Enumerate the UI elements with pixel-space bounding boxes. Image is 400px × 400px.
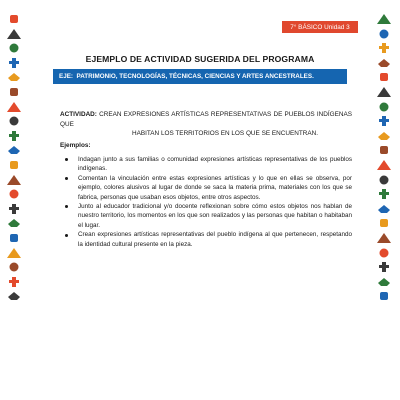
drum-icon — [377, 102, 391, 112]
sun-icon — [377, 175, 391, 185]
example-item: Indagan junto a sus familias o comunidad expresiones artísticas representativas de los pueblos indígenas. — [60, 155, 352, 174]
animal-icon — [7, 189, 21, 199]
tower-icon — [7, 233, 21, 243]
musician-icon — [377, 131, 391, 141]
statue-icon — [7, 277, 21, 287]
warrior-icon — [377, 145, 391, 155]
drum-icon — [7, 102, 21, 112]
vessel-icon — [377, 262, 391, 272]
statue-icon — [377, 277, 391, 287]
figure-icon — [7, 29, 21, 39]
activity-label: ACTIVIDAD: — [60, 111, 97, 118]
example-item: Junto al educador tradicional y/o docente reflexionan sobre cómo estos objetos nos hablan de nuestro territorio, los momentos en los que son realizados y las personas que habitan o habitaban el lugar. — [60, 202, 352, 230]
unit-tab: 7° BÁSICO Unidad 3 — [282, 21, 358, 33]
example-item: Comentan la vinculación entre estas expresiones artísticas y lo que en ellas se observa, por ejemplo, colores alusivos al lugar de donde se saca la materia prima, materiales con los que se fabrica, personas que usaban esos objetos, entre otros aspectos. — [60, 174, 352, 202]
vessel-icon — [7, 262, 21, 272]
eje-label: EJE: — [59, 73, 73, 80]
mask-icon — [7, 87, 21, 97]
examples-heading: Ejemplos: — [60, 142, 91, 149]
eje-banner — [53, 69, 347, 84]
doll-icon — [377, 204, 391, 214]
woven-icon — [7, 218, 21, 228]
examples-list — [60, 155, 352, 249]
kultrun-icon — [377, 291, 391, 301]
activity-text-line-2: HABITAN LOS TERRITORIOS EN LOS QUE SE ENCUENTRAN. — [131, 130, 319, 138]
fish-icon — [7, 160, 21, 170]
figure-icon — [377, 29, 391, 39]
pottery-icon — [377, 14, 391, 24]
mask-icon — [377, 87, 391, 97]
flower-icon — [7, 116, 21, 126]
activity-text-line-1: CREAN EXPRESIONES ARTÍSTICAS REPRESENTATIVAS DE PUEBLOS INDÍGENAS QUE — [60, 111, 352, 128]
eje-text: PATRIMONIO, TECNOLOGÍAS, TÉCNICAS, CIENCIAS Y ARTES ANCESTRALES. — [76, 73, 314, 80]
condor-icon — [7, 248, 21, 258]
activity-statement — [60, 110, 352, 139]
llama-icon — [377, 43, 391, 53]
sun-icon — [7, 175, 21, 185]
llama-icon — [7, 43, 21, 53]
musician-icon — [7, 131, 21, 141]
fish-icon — [377, 160, 391, 170]
animal-icon — [377, 189, 391, 199]
activity-line-1 — [60, 110, 352, 129]
warrior-icon — [7, 145, 21, 155]
flower-icon — [377, 116, 391, 126]
bird-icon — [7, 72, 21, 82]
tower-icon — [377, 233, 391, 243]
example-item: Crean expresiones artísticas representativas del pueblo indígena al que pertenecen, respetando la identidad cultural presente en la pieza. — [60, 230, 352, 249]
doll-icon — [7, 204, 21, 214]
kultrun-icon — [7, 291, 21, 301]
woven-icon — [377, 218, 391, 228]
condor-icon — [377, 248, 391, 258]
pottery-icon — [7, 14, 21, 24]
bird-icon — [377, 72, 391, 82]
page-title: EJEMPLO DE ACTIVIDAD SUGERIDA DEL PROGRAMA — [85, 54, 315, 64]
